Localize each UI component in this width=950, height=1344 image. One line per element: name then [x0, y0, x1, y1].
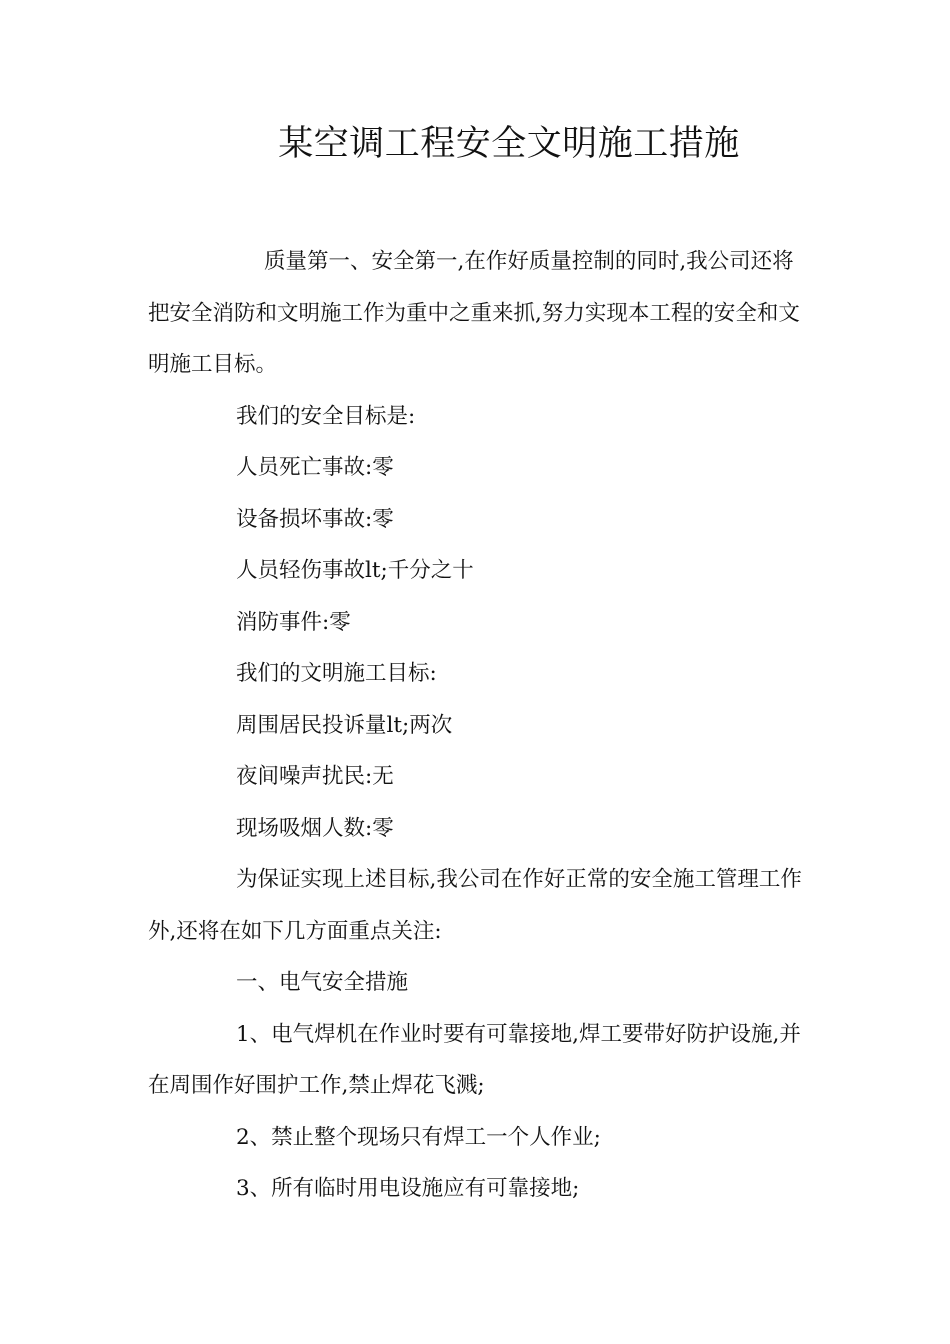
- civilized-goals-heading: 我们的文明施工目标:: [236, 661, 437, 686]
- measure-item: 2、禁止整个现场只有焊工一个人作业;: [236, 1124, 601, 1150]
- safety-goal-item: 设备损坏事故:零: [236, 506, 394, 532]
- section-heading-electrical: 一、电气安全措施: [236, 970, 409, 995]
- civilized-goal-item: 周围居民投诉量lt;两次: [236, 712, 453, 738]
- safety-goal-item: 人员轻伤事故lt;千分之十: [236, 558, 474, 583]
- safety-goals-heading: 我们的安全目标是:: [236, 403, 416, 429]
- intro-paragraph: 质量第一、安全第一,在作好质量控制的同时,我公司还将把安全消防和文明施工作为重中之重来抓,努力实现本工程的安全和文明施工目标。: [148, 249, 800, 377]
- safety-goal-item: 人员死亡事故:零: [236, 455, 394, 480]
- civilized-goal-item: 现场吸烟人数:零: [236, 815, 394, 841]
- measure-item: 1、电气焊机在作业时要有可靠接地,焊工要带好防护设施,并在周围作好围护工作,禁止焊花飞溅;: [148, 1021, 801, 1098]
- civilized-goal-item: 夜间噪声扰民:无: [236, 764, 394, 789]
- document-title: 某空调工程安全文明施工措施: [278, 124, 740, 164]
- focus-paragraph: 为保证实现上述目标,我公司在作好正常的安全施工管理工作外,还将在如下几方面重点关注:: [148, 867, 802, 944]
- safety-goal-item: 消防事件:零: [236, 609, 351, 635]
- measure-item: 3、所有临时用电设施应有可靠接地;: [236, 1176, 580, 1201]
- document-body: [148, 236, 808, 1215]
